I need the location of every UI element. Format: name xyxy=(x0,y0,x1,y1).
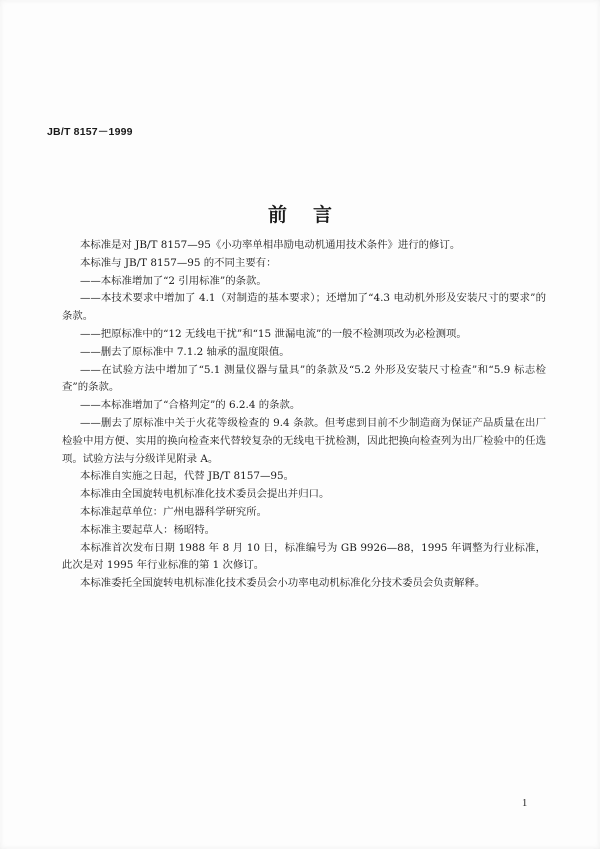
page-title: 前言 xyxy=(267,204,358,226)
list-item: ——本标准增加了“2 引用标准”的条款。 xyxy=(80,274,267,287)
list-item: ——把原标准中的“12 无线电干扰”和“15 泄漏电流”的一般不检测项改为必检测项。 xyxy=(80,327,467,340)
paragraph: 本标准委托全国旋转电机标准化技术委员会小功率电动机标准化分技术委员会负责解释。 xyxy=(80,577,486,590)
list-item: ——删去了原标准中 7.1.2 轴承的温度限值。 xyxy=(80,345,290,358)
list-item: ——本技术要求中增加了 4.1（对制造的基本要求）；还增加了“4.3 电动机外形及安装尺寸的要求”的条款。 xyxy=(62,292,546,323)
paragraph: 本标准自实施之日起，代替 JB/T 8157—95。 xyxy=(80,470,294,483)
paragraph: 本标准起草单位：广州电器科学研究所。 xyxy=(80,505,268,518)
foreword-body xyxy=(62,237,546,593)
standard-code: JB/T 8157－1999 xyxy=(47,126,133,138)
paragraph: 本标准首次发布日期 1988 年 8 月 10 日，标准编号为 GB 9926—88，1995 年调整为行业标准，此次是对 1995 年行业标准的第 1 次修订。 xyxy=(62,541,546,572)
paragraph: 本标准是对 JB/T 8157—95《小功率单相串励电动机通用技术条件》进行的修订。 xyxy=(80,239,461,251)
list-item: ——在试验方法中增加了“5.1 测量仪器与量具”的条款及“5.2 外形及安装尺寸检查”和“5.9 标志检查”的条款。 xyxy=(62,363,546,394)
page-number: 1 xyxy=(522,798,528,809)
paragraph: 本标准由全国旋转电机标准化技术委员会提出并归口。 xyxy=(80,488,330,501)
paragraph: 本标准主要起草人：杨昭特。 xyxy=(80,523,216,536)
list-item: ——本标准增加了“合格判定”的 6.2.4 的条款。 xyxy=(80,399,301,412)
list-item: ——删去了原标准中关于火花等级检查的 9.4 条款。但考虑到目前不少制造商为保证产品质量在出厂检验中用方便、实用的换向检查来代替较复杂的无线电干扰检测，因此把换向检查列为出厂检验中的任选项。试验方法与分级详见附录 A。 xyxy=(62,416,546,465)
paragraph: 本标准与 JB/T 8157—95 的不同主要有： xyxy=(80,256,277,269)
